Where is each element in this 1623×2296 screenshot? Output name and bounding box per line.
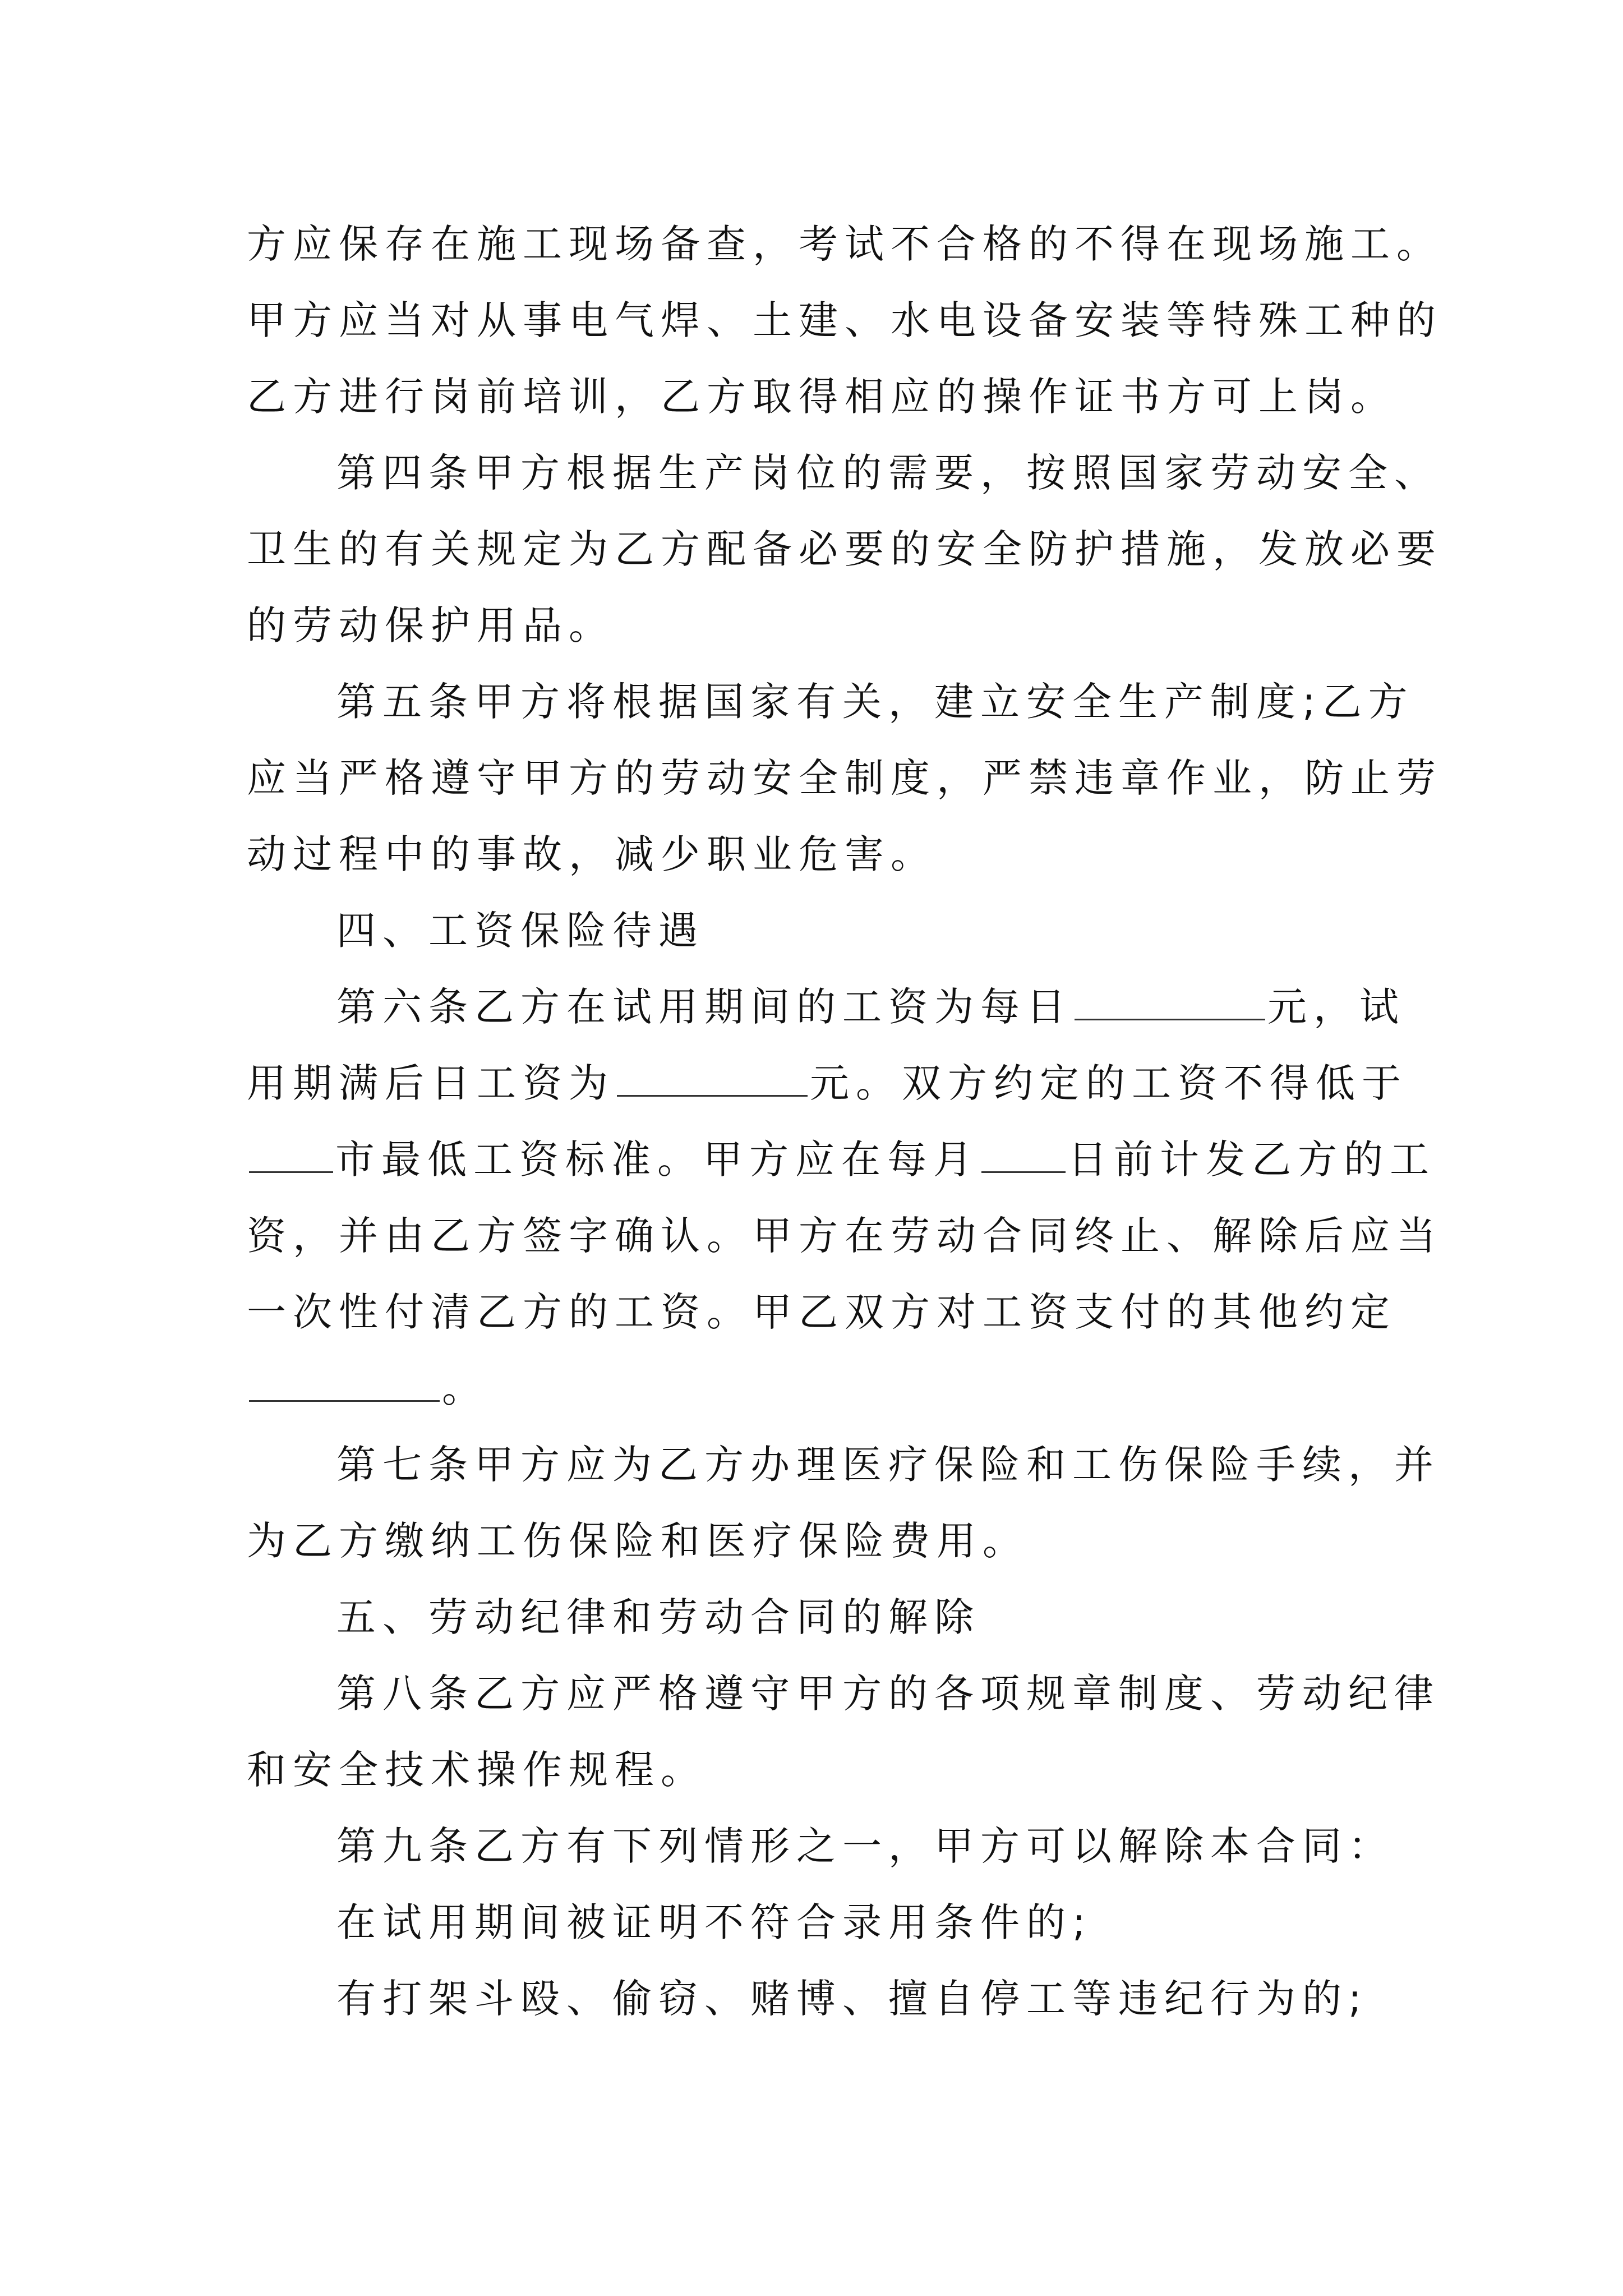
paragraph-line: 应当严格遵守甲方的劳动安全制度，严禁违章作业，防止劳 [247,755,1442,801]
paragraph-line: 甲方应当对从事电气焊、土建、水电设备安装等特殊工种的 [247,297,1442,343]
paragraph-line: 和安全技术操作规程。 [247,1747,707,1793]
fill-in-blank[interactable] [617,1055,808,1097]
paragraph-line: 一次性付清乙方的工资。甲乙双方对工资支付的其他约定 [247,1289,1396,1335]
paragraph-line [247,1129,1436,1190]
article-7-line: 第七条甲方应为乙方办理医疗保险和工伤保险手续，并 [336,1442,1440,1488]
article-4-line: 第四条甲方根据生产岗位的需要，按照国家劳动安全、 [336,450,1440,496]
article-6-line [336,976,1405,1038]
paragraph-line: 卫生的有关规定为乙方配备必要的安全防护措施，发放必要 [247,526,1442,572]
text-segment: 用期满后日工资为 [247,1060,615,1106]
fill-in-blank[interactable] [249,1360,440,1402]
text-segment: 元。双方约定的工资不得低于 [810,1060,1408,1106]
text-segment: 市最低工资标准。甲方应在每月 [335,1137,979,1182]
list-item: 在试用期间被证明不符合录用条件的; [336,1899,1092,1945]
paragraph-line: 资，并由乙方签字确认。甲方在劳动合同终止、解除后应当 [247,1213,1442,1259]
text-segment: 日前计发乙方的工 [1068,1137,1436,1182]
paragraph-line [247,1358,1391,1419]
text-segment: 第六条乙方在试用期间的工资为每日 [336,984,1072,1030]
article-9-line: 第九条乙方有下列情形之一，甲方可以解除本合同： [336,1823,1394,1869]
fill-in-blank[interactable] [1075,978,1265,1020]
section-heading: 五、劳动纪律和劳动合同的解除 [336,1594,980,1640]
fill-in-blank[interactable] [981,1131,1066,1173]
paragraph-line [247,1052,1408,1114]
fill-in-blank[interactable] [249,1131,333,1173]
article-8-line: 第八条乙方应严格遵守甲方的各项规章制度、劳动纪律 [336,1671,1440,1717]
paragraph-line: 方应保存在施工现场备查，考试不合格的不得在现场施工。 [247,221,1442,267]
paragraph-line: 乙方进行岗前培训，乙方取得相应的操作证书方可上岗。 [247,374,1396,420]
article-5-line: 第五条甲方将根据国家有关，建立安全生产制度;乙方 [336,679,1414,725]
text-segment: 。 [442,1365,488,1411]
section-heading: 四、工资保险待遇 [336,908,704,954]
text-segment: 元，试 [1267,984,1405,1030]
paragraph-line: 为乙方缴纳工伤保险和医疗保险费用。 [247,1518,1029,1564]
paragraph-line: 的劳动保护用品。 [247,602,615,648]
list-item: 有打架斗殴、偷窃、赌博、擅自停工等违纪行为的; [336,1976,1368,2022]
paragraph-line: 动过程中的事故，减少职业危害。 [247,831,937,877]
